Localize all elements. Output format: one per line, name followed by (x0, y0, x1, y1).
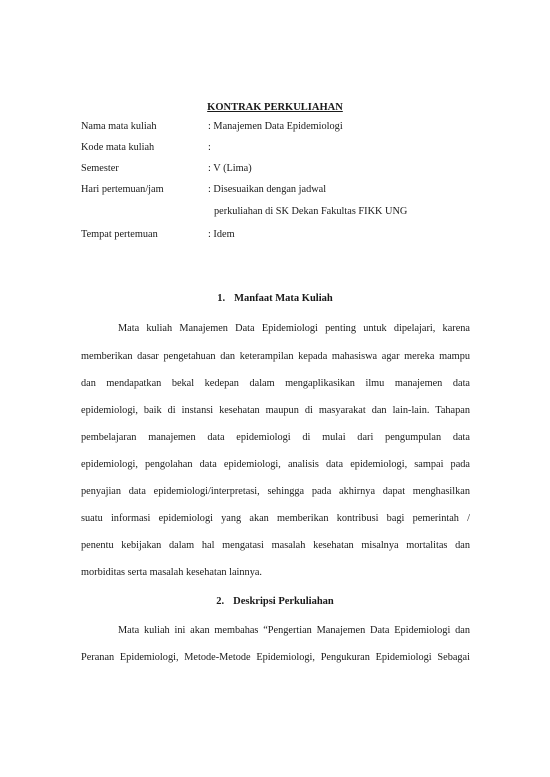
document-title: KONTRAK PERKULIAHAN (207, 102, 343, 113)
info-row-meeting-time-continuation (81, 206, 481, 220)
section-heading-benefits (0, 293, 550, 304)
info-value: : Manajemen Data Epidemiologi (208, 121, 343, 132)
info-label: Hari pertemuan/jam (81, 184, 164, 195)
section-number: 1. (217, 293, 226, 304)
section-title: Deskripsi Perkuliahan (233, 596, 334, 607)
info-row-meeting-time (81, 184, 481, 198)
section-heading-description (0, 596, 550, 607)
paragraph-line: suatu informasi epidemiologi yang akan memberikan kontribusi bagi pemerintah / (81, 513, 470, 524)
paragraph-line: Mata kuliah Manajemen Data Epidemiologi penting untuk dipelajari, karena (118, 323, 470, 334)
paragraph-line: pembelajaran manajemen data epidemiologi di mulai dari pengumpulan data (81, 432, 470, 443)
paragraph-line: penyajian data epidemiologi/interpretasi, sehingga pada akhirnya dapat menghasilkan (81, 486, 470, 497)
paragraph-line: memberikan dasar pengetahuan dan keterampilan kepada mahasiswa agar mereka mampu (81, 351, 470, 362)
info-label: Semester (81, 163, 119, 174)
paragraph-line: morbiditas serta masalah kesehatan lainnya. (81, 567, 262, 578)
section-title: Manfaat Mata Kuliah (234, 293, 333, 304)
paragraph-line: Peranan Epidemiologi, Metode-Metode Epidemiologi, Pengukuran Epidemiologi Sebagai (81, 652, 470, 663)
info-label: Kode mata kuliah (81, 142, 155, 153)
paragraph-line: epidemiologi, baik di instansi kesehatan maupun di masyarakat dan lain-lain. Tahapan (81, 405, 470, 416)
info-label: Nama mata kuliah (81, 121, 157, 132)
info-value: : (208, 142, 211, 153)
info-value: : Idem (208, 229, 235, 240)
info-row-course-code (81, 142, 481, 156)
info-label: Tempat pertemuan (81, 229, 158, 240)
info-row-venue (81, 229, 481, 243)
info-row-semester (81, 163, 481, 177)
info-value: : Disesuaikan dengan jadwal (208, 184, 327, 195)
paragraph-line: penentu kebijakan dalam hal mengatasi masalah kesehatan misalnya mortalitas dan (81, 540, 470, 551)
info-value: : V (Lima) (208, 163, 252, 174)
paragraph-line: dan mendapatkan bekal kedepan dalam mengaplikasikan ilmu manajemen data (81, 378, 470, 389)
paragraph-line: Mata kuliah ini akan membahas “Pengertian Manajemen Data Epidemiologi dan (118, 625, 470, 636)
info-value-continuation: perkuliahan di SK Dekan Fakultas FIKK UNG (214, 206, 408, 217)
info-row-course-name (81, 121, 481, 135)
paragraph-line: epidemiologi, pengolahan data epidemiologi, analisis data epidemiologi, sampai pada (81, 459, 470, 470)
section-number: 2. (216, 596, 225, 607)
